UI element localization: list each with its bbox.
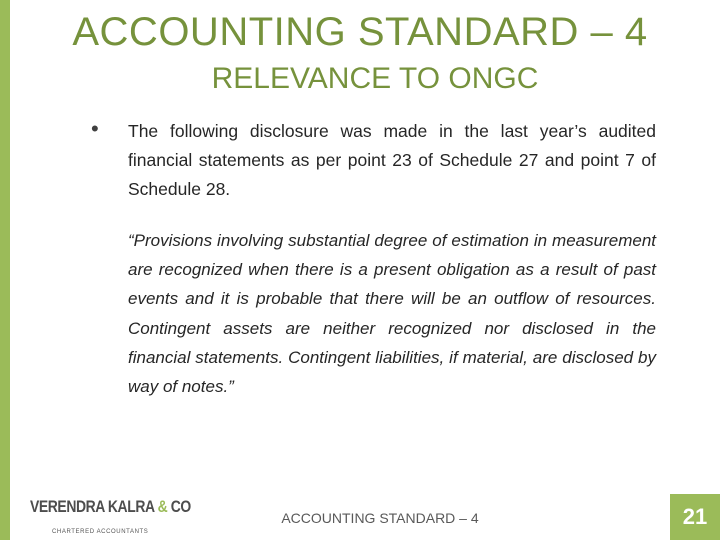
bullet-icon: • — [91, 116, 99, 141]
left-accent-bar — [0, 0, 10, 540]
footer-text: ACCOUNTING STANDARD – 4 — [281, 510, 479, 526]
disclosure-paragraph: The following disclosure was made in the last year’s audited financial statements as per point 23 of Schedule 27 and point 7 of Schedule 28. — [128, 121, 656, 199]
logo-tagline: CHARTERED ACCOUNTANTS — [52, 529, 149, 535]
slide-subtitle: RELEVANCE TO ONGC — [211, 62, 539, 95]
logo-suffix: CO — [167, 497, 191, 516]
page-number-badge: 21 — [670, 494, 720, 540]
logo-name: VERENDRA KALRA — [30, 497, 158, 516]
company-logo — [30, 497, 191, 539]
logo-wordmark — [30, 497, 191, 517]
slide-title: ACCOUNTING STANDARD – 4 — [72, 10, 648, 54]
logo-ampersand: & — [157, 497, 168, 516]
quoted-disclosure: “Provisions involving substantial degree of estimation in measurement are recognized when there is a present obligation as a result of past events and it is probable that there will be an outflow of resources. Contingent assets are neither recognized nor disclosed in the financial statements. Contingent liabilities, if material, are disclosed by way of notes.” — [128, 231, 656, 397]
